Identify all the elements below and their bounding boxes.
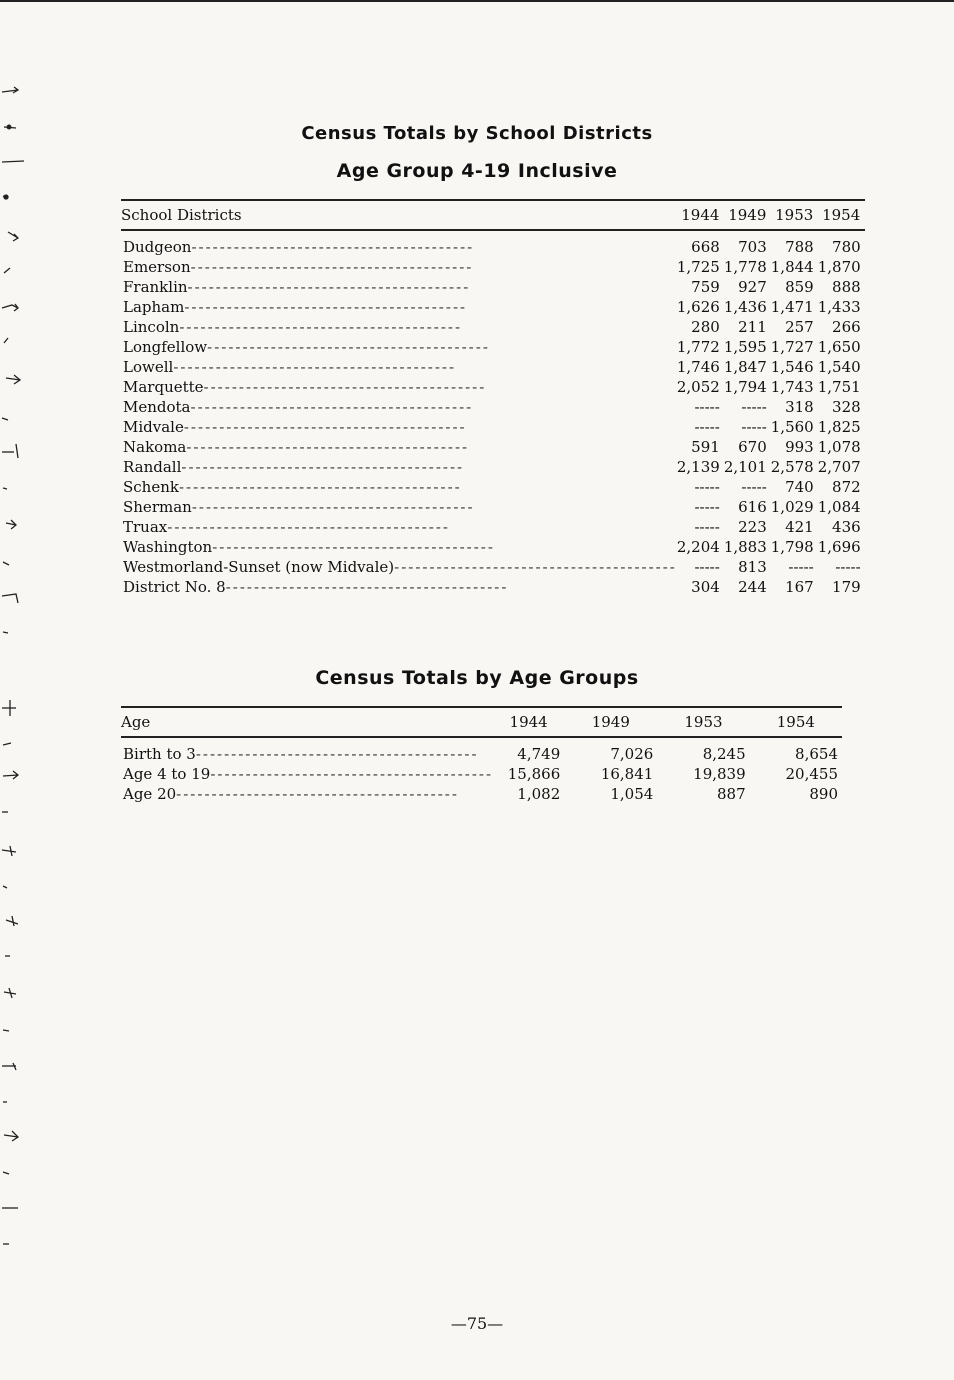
cell-value: 1,595 <box>723 338 767 356</box>
value-cell-1953 <box>771 437 818 457</box>
table-header-row <box>121 200 865 230</box>
cell-value: 4,749 <box>517 745 561 763</box>
column-header-1954: 1954 <box>750 707 842 737</box>
cell-value: 1,778 <box>723 258 767 276</box>
table-header-row <box>121 707 842 737</box>
value-cell-1954 <box>818 397 865 417</box>
table-row <box>121 537 865 557</box>
value-cell-1953 <box>771 317 818 337</box>
value-cell-1949 <box>724 417 771 437</box>
value-cell-1944 <box>677 497 724 517</box>
cell-value: 1,540 <box>817 358 861 376</box>
row-label: Emerson <box>123 258 191 276</box>
value-cell-1949 <box>724 277 771 297</box>
value-cell-1953 <box>771 257 818 277</box>
page-number: —75— <box>450 1314 504 1333</box>
cell-value: 16,841 <box>600 765 654 783</box>
cell-value: 1,471 <box>770 298 814 316</box>
row-label-cell <box>121 230 677 257</box>
value-cell-1953 <box>657 764 749 784</box>
value-cell-1953 <box>771 497 818 517</box>
value-cell-1954 <box>750 737 842 764</box>
cell-value: 179 <box>832 578 861 596</box>
row-label-cell <box>121 377 677 397</box>
row-label: District No. 8 <box>123 578 226 596</box>
cell-value: 8,245 <box>702 745 746 763</box>
column-header-1953: 1953 <box>771 200 818 230</box>
value-cell-1949 <box>724 477 771 497</box>
row-label: Washington <box>123 538 213 556</box>
cell-value: 1,078 <box>817 438 861 456</box>
cell-value: 421 <box>785 518 814 536</box>
cell-value: 1,746 <box>676 358 720 376</box>
table-row <box>121 357 865 377</box>
cell-value: 670 <box>738 438 767 456</box>
row-label-cell <box>121 577 677 597</box>
cell-value: 1,772 <box>676 338 720 356</box>
cell-value: 1,825 <box>817 418 861 436</box>
cell-value: 1,751 <box>817 378 861 396</box>
cell-value: 223 <box>738 518 767 536</box>
districts-table-subtitle: Age Group 4-19 Inclusive <box>336 160 618 182</box>
value-cell-1953 <box>771 417 818 437</box>
cell-value: 1,844 <box>770 258 814 276</box>
table-row <box>121 577 865 597</box>
cell-value: 2,101 <box>723 458 767 476</box>
cell-value: 1,626 <box>676 298 720 316</box>
dot-leader: ---------------------------------------- <box>173 358 457 376</box>
value-cell-1949 <box>564 784 657 804</box>
value-cell-1944 <box>677 230 724 257</box>
row-label: Dudgeon <box>123 238 192 256</box>
dot-leader: ---------------------------------------- <box>191 238 475 256</box>
cell-value: 1,054 <box>610 785 654 803</box>
row-label-cell <box>121 257 677 277</box>
column-header-1944: 1944 <box>493 707 564 737</box>
table-row <box>121 417 865 437</box>
cell-value: 304 <box>691 578 720 596</box>
dot-leader: ---------------------------------------- <box>181 458 465 476</box>
cell-value: 1,696 <box>817 538 861 556</box>
value-cell-1953 <box>771 537 818 557</box>
cell-value: 167 <box>785 578 814 596</box>
cell-value: 257 <box>785 318 814 336</box>
dot-leader: ---------------------------------------- <box>207 338 490 356</box>
value-cell-1954 <box>818 230 865 257</box>
cell-value: 1,433 <box>817 298 861 316</box>
cell-value: 1,883 <box>723 538 767 556</box>
value-cell-1953 <box>771 557 818 577</box>
cell-value: 888 <box>832 278 861 296</box>
dot-leader: ---------------------------------------- <box>190 398 474 416</box>
value-cell-1944 <box>677 517 724 537</box>
value-cell-1949 <box>564 737 657 764</box>
row-label-cell <box>121 317 677 337</box>
table-row <box>121 257 865 277</box>
value-cell-1953 <box>771 357 818 377</box>
cell-value: 859 <box>785 278 814 296</box>
value-cell-1953 <box>771 397 818 417</box>
cell-value: 2,707 <box>817 458 861 476</box>
row-label-cell <box>121 337 677 357</box>
row-label: Midvale <box>123 418 184 436</box>
table-row <box>121 230 865 257</box>
cell-value: 2,578 <box>770 458 814 476</box>
cell-value: 616 <box>738 498 767 516</box>
value-cell-1944 <box>677 297 724 317</box>
row-label: Nakoma <box>123 438 187 456</box>
cell-value: 887 <box>717 785 746 803</box>
cell-value: ----- <box>741 398 767 416</box>
table-row <box>121 737 842 764</box>
cell-value: 591 <box>691 438 720 456</box>
column-header-1954: 1954 <box>818 200 865 230</box>
value-cell-1954 <box>818 577 865 597</box>
table-row <box>121 517 865 537</box>
age-groups-table-body <box>121 737 842 804</box>
cell-value: 1,546 <box>770 358 814 376</box>
value-cell-1953 <box>771 337 818 357</box>
value-cell-1954 <box>818 497 865 517</box>
cell-value: ----- <box>694 478 720 496</box>
value-cell-1944 <box>677 577 724 597</box>
table-row <box>121 277 865 297</box>
row-label-cell <box>121 557 677 577</box>
cell-value: 668 <box>691 238 720 256</box>
age-groups-table-title: Census Totals by Age Groups <box>315 667 639 689</box>
districts-table-body <box>121 230 865 597</box>
cell-value: 1,560 <box>770 418 814 436</box>
cell-value: 759 <box>691 278 720 296</box>
table-row <box>121 377 865 397</box>
value-cell-1949 <box>724 357 771 377</box>
column-header-age: Age <box>121 707 493 737</box>
cell-value: 788 <box>785 238 814 256</box>
value-cell-1953 <box>771 377 818 397</box>
value-cell-1949 <box>724 297 771 317</box>
value-cell-1944 <box>677 357 724 377</box>
value-cell-1949 <box>724 537 771 557</box>
cell-value: 244 <box>738 578 767 596</box>
value-cell-1944 <box>677 277 724 297</box>
districts-table-title: Census Totals by School Districts <box>301 123 653 144</box>
cell-value: 890 <box>809 785 838 803</box>
districts-census-table <box>121 199 865 597</box>
table-row <box>121 457 865 477</box>
dot-leader: ---------------------------------------- <box>394 558 677 576</box>
value-cell-1944 <box>677 537 724 557</box>
cell-value: 8,654 <box>795 745 838 763</box>
value-cell-1949 <box>724 377 771 397</box>
cell-value: 266 <box>832 318 861 336</box>
table-row <box>121 477 865 497</box>
cell-value: 436 <box>832 518 861 536</box>
value-cell-1954 <box>818 417 865 437</box>
table-row <box>121 497 865 517</box>
dot-leader: ---------------------------------------- <box>179 318 463 336</box>
column-header-1944: 1944 <box>677 200 724 230</box>
dot-leader: ---------------------------------------- <box>210 765 494 783</box>
cell-value: 2,052 <box>676 378 720 396</box>
cell-value: 318 <box>785 398 814 416</box>
cell-value: 1,847 <box>723 358 767 376</box>
value-cell-1944 <box>677 437 724 457</box>
cell-value: 2,204 <box>676 538 720 556</box>
value-cell-1954 <box>818 277 865 297</box>
value-cell-1954 <box>818 257 865 277</box>
dot-leader: ---------------------------------------- <box>176 785 459 803</box>
value-cell-1953 <box>771 477 818 497</box>
value-cell-1954 <box>818 477 865 497</box>
value-cell-1949 <box>564 764 657 784</box>
cell-value: ----- <box>694 518 720 536</box>
table-row <box>121 784 842 804</box>
column-header-school-districts: School Districts <box>121 200 677 230</box>
row-label-cell <box>121 297 677 317</box>
row-label: Franklin <box>123 278 188 296</box>
cell-value: 19,839 <box>693 765 746 783</box>
value-cell-1949 <box>724 337 771 357</box>
age-groups-census-table <box>121 706 842 804</box>
value-cell-1949 <box>724 497 771 517</box>
value-cell-1954 <box>818 337 865 357</box>
value-cell-1944 <box>677 397 724 417</box>
cell-value: ----- <box>694 398 720 416</box>
row-label-cell <box>121 437 677 457</box>
cell-value: 15,866 <box>507 765 561 783</box>
value-cell-1944 <box>677 337 724 357</box>
dot-leader: ---------------------------------------- <box>183 418 467 436</box>
row-label: Marquette <box>123 378 204 396</box>
value-cell-1954 <box>818 517 865 537</box>
value-cell-1954 <box>818 317 865 337</box>
row-label: Truax <box>123 518 168 536</box>
top-border-rule <box>0 0 954 2</box>
cell-value: 1,084 <box>817 498 861 516</box>
value-cell-1944 <box>677 477 724 497</box>
cell-value: 1,870 <box>817 258 861 276</box>
value-cell-1954 <box>818 557 865 577</box>
value-cell-1944 <box>677 457 724 477</box>
value-cell-1949 <box>724 437 771 457</box>
row-label: Lapham <box>123 298 185 316</box>
value-cell-1944 <box>677 377 724 397</box>
table-row <box>121 557 865 577</box>
cell-value: 780 <box>832 238 861 256</box>
cell-value: 20,455 <box>785 765 838 783</box>
row-label: Westmorland-Sunset (now Midvale) <box>123 558 395 576</box>
cell-value: ----- <box>741 478 767 496</box>
row-label: Longfellow <box>123 338 208 356</box>
value-cell-1949 <box>724 577 771 597</box>
value-cell-1953 <box>771 230 818 257</box>
table-row <box>121 337 865 357</box>
table-row <box>121 317 865 337</box>
value-cell-1954 <box>750 784 842 804</box>
row-label: Randall <box>123 458 182 476</box>
dot-leader: ---------------------------------------- <box>225 578 509 596</box>
dot-leader: ---------------------------------------- <box>184 298 468 316</box>
cell-value: ----- <box>694 418 720 436</box>
value-cell-1954 <box>818 357 865 377</box>
cell-value: 1,082 <box>517 785 561 803</box>
value-cell-1953 <box>771 297 818 317</box>
value-cell-1944 <box>677 417 724 437</box>
value-cell-1953 <box>657 784 749 804</box>
value-cell-1949 <box>724 257 771 277</box>
row-label-cell <box>121 397 677 417</box>
value-cell-1944 <box>493 737 564 764</box>
dot-leader: ---------------------------------------- <box>167 518 450 536</box>
cell-value: 813 <box>738 558 767 576</box>
value-cell-1953 <box>771 517 818 537</box>
cell-value: 2,139 <box>676 458 720 476</box>
table-row <box>121 397 865 417</box>
cell-value: 1,436 <box>723 298 767 316</box>
row-label: Sherman <box>123 498 192 516</box>
dot-leader: ---------------------------------------- <box>187 278 471 296</box>
row-label-cell <box>121 417 677 437</box>
row-label: Lincoln <box>123 318 180 336</box>
value-cell-1954 <box>818 297 865 317</box>
table-row <box>121 437 865 457</box>
row-label: Mendota <box>123 398 191 416</box>
value-cell-1949 <box>724 557 771 577</box>
table-row <box>121 764 842 784</box>
value-cell-1944 <box>677 257 724 277</box>
row-label-cell <box>121 737 493 764</box>
cell-value: ----- <box>741 418 767 436</box>
cell-value: 1,650 <box>817 338 861 356</box>
row-label-cell <box>121 277 677 297</box>
cell-value: 993 <box>785 438 814 456</box>
cell-value: 211 <box>738 318 767 336</box>
cell-value: 7,026 <box>610 745 654 763</box>
value-cell-1949 <box>724 457 771 477</box>
row-label-cell <box>121 537 677 557</box>
value-cell-1953 <box>771 457 818 477</box>
dot-leader: ---------------------------------------- <box>178 478 462 496</box>
row-label-cell <box>121 784 493 804</box>
value-cell-1949 <box>724 317 771 337</box>
binding-margin-marks <box>0 0 30 1380</box>
cell-value: ----- <box>694 498 720 516</box>
cell-value: 927 <box>738 278 767 296</box>
cell-value: 1,029 <box>770 498 814 516</box>
cell-value: 328 <box>832 398 861 416</box>
column-header-1949: 1949 <box>564 707 657 737</box>
value-cell-1949 <box>724 230 771 257</box>
value-cell-1944 <box>677 317 724 337</box>
value-cell-1953 <box>657 737 749 764</box>
cell-value: 280 <box>691 318 720 336</box>
cell-value: 1,743 <box>770 378 814 396</box>
column-header-1953: 1953 <box>657 707 749 737</box>
value-cell-1954 <box>818 537 865 557</box>
value-cell-1944 <box>493 764 564 784</box>
row-label-cell <box>121 457 677 477</box>
value-cell-1944 <box>677 557 724 577</box>
cell-value: 703 <box>738 238 767 256</box>
row-label-cell <box>121 517 677 537</box>
value-cell-1949 <box>724 397 771 417</box>
cell-value: ----- <box>694 558 720 576</box>
row-label: Schenk <box>123 478 179 496</box>
cell-value: 1,725 <box>676 258 720 276</box>
value-cell-1954 <box>818 437 865 457</box>
row-label-cell <box>121 357 677 377</box>
dot-leader: ---------------------------------------- <box>190 258 474 276</box>
cell-value: 872 <box>832 478 861 496</box>
cell-value: ----- <box>788 558 814 576</box>
cell-value: ----- <box>835 558 861 576</box>
value-cell-1954 <box>818 457 865 477</box>
cell-value: 740 <box>785 478 814 496</box>
value-cell-1949 <box>724 517 771 537</box>
dot-leader: ---------------------------------------- <box>203 378 487 396</box>
row-label-cell <box>121 764 493 784</box>
value-cell-1954 <box>818 377 865 397</box>
value-cell-1954 <box>750 764 842 784</box>
dot-leader: ---------------------------------------- <box>195 745 479 763</box>
cell-value: 1,794 <box>723 378 767 396</box>
dot-leader: ---------------------------------------- <box>186 438 470 456</box>
cell-value: 1,798 <box>770 538 814 556</box>
table-row <box>121 297 865 317</box>
dot-leader: ---------------------------------------- <box>191 498 475 516</box>
row-label: Lowell <box>123 358 174 376</box>
cell-value: 1,727 <box>770 338 814 356</box>
value-cell-1953 <box>771 277 818 297</box>
row-label: Birth to 3 <box>123 745 196 763</box>
row-label: Age 20 <box>123 785 177 803</box>
value-cell-1944 <box>493 784 564 804</box>
row-label: Age 4 to 19 <box>123 765 211 783</box>
row-label-cell <box>121 497 677 517</box>
dot-leader: ---------------------------------------- <box>212 538 495 556</box>
value-cell-1953 <box>771 577 818 597</box>
row-label-cell <box>121 477 677 497</box>
column-header-1949: 1949 <box>724 200 771 230</box>
